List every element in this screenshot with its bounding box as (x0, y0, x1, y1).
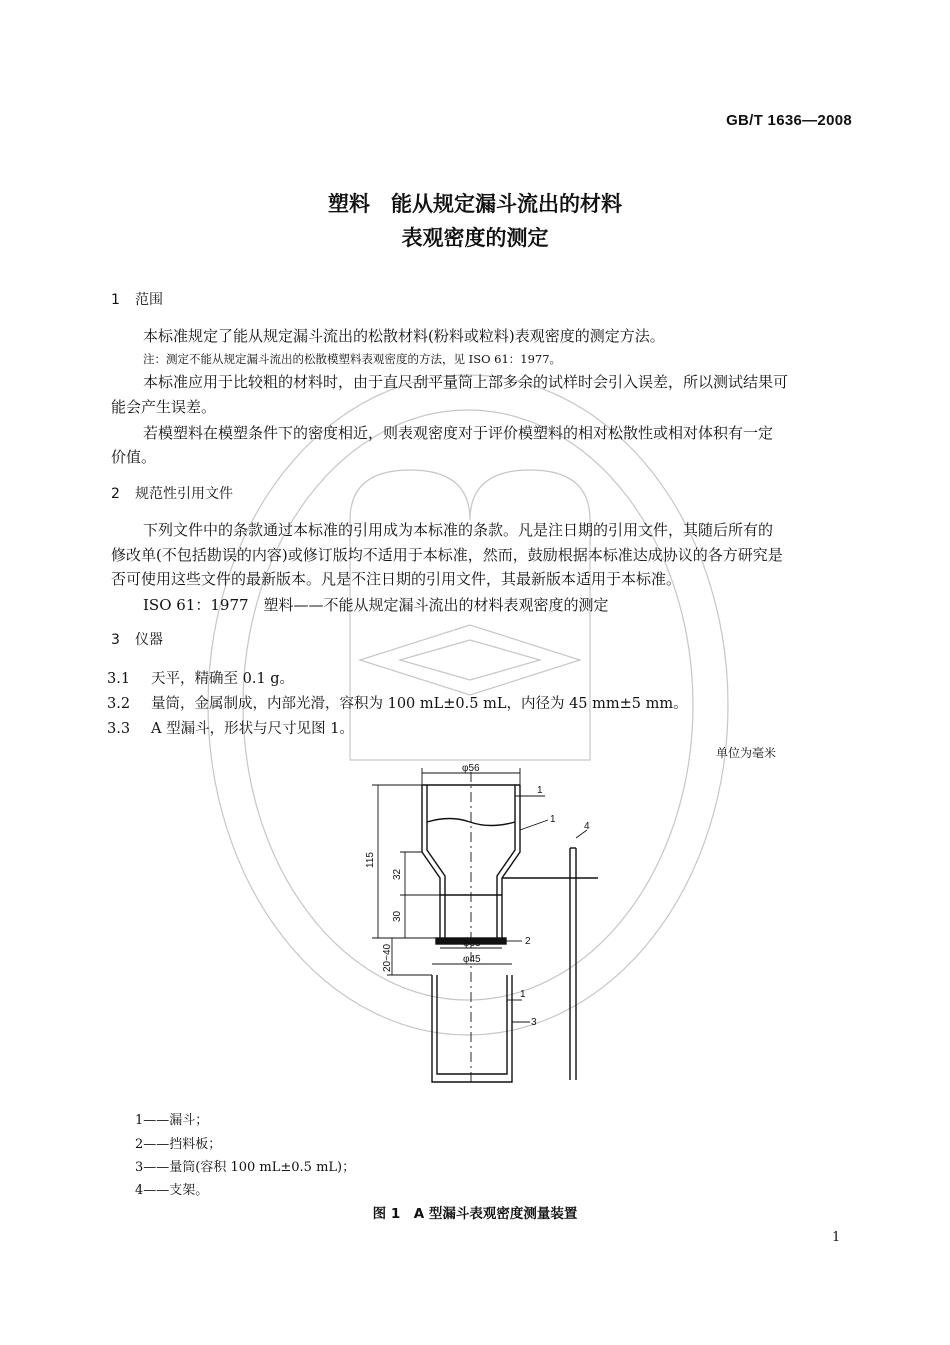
section-number: 2 (111, 486, 120, 502)
dim-cylinder-diameter: φ45 (463, 954, 481, 965)
dim-wall-top: 1 (537, 785, 543, 796)
apparatus-item (107, 667, 294, 688)
section-title: 规范性引用文件 (135, 486, 233, 502)
unit-label: 单位为毫米 (716, 746, 777, 760)
page-title-line1: 塑料 能从规定漏斗流出的材料 (328, 192, 622, 216)
scope-paragraph-3b: 价值。 (111, 448, 157, 466)
section-number: 1 (111, 292, 120, 308)
item-number: 3.2 (107, 696, 131, 712)
scope-paragraph-3a: 若模塑料在模塑条件下的密度相近，则表观密度对于评价模塑料的相对松散性或相对体积有一定 (143, 424, 774, 442)
dim-gap: 20~40 (382, 943, 393, 972)
page-title-line2: 表观密度的测定 (401, 226, 549, 250)
item-number: 3.3 (107, 721, 131, 737)
section-heading-apparatus (111, 629, 163, 649)
normative-paragraph-a: 下列文件中的条款通过本标准的引用成为本标准的条款。凡是注日期的引用文件，其随后所有的 (143, 521, 774, 539)
apparatus-item (107, 717, 354, 738)
scope-note: 注：测定不能从规定漏斗流出的松散模塑料表观密度的方法，见 ISO 61：1977。 (143, 352, 562, 366)
scope-paragraph-1: 本标准规定了能从规定漏斗流出的松散材料(粉料或粒料)表观密度的测定方法。 (143, 327, 665, 345)
dim-height-cone: 32 (392, 868, 403, 880)
legend-item: 2——挡料板； (135, 1137, 222, 1152)
figure-caption: 图 1 A 型漏斗表观密度测量装置 (372, 1206, 578, 1222)
standard-code: GB/T 1636—2008 (726, 112, 852, 129)
legend-item: 1——漏斗； (135, 1113, 209, 1128)
item-text: 量筒，金属制成，内部光滑，容积为 100 mL±0.5 mL，内径为 45 mm±5 mm。 (151, 696, 688, 712)
dim-wall-cylinder: 1 (520, 989, 526, 1000)
scope-paragraph-2b: 能会产生误差。 (111, 398, 217, 416)
apparatus-item (107, 692, 688, 713)
dim-height-outlet: 30 (392, 910, 403, 922)
page-number: 1 (832, 1230, 841, 1245)
section-heading-scope (111, 289, 163, 309)
dim-outlet-diameter: φ33 (463, 938, 481, 949)
callout-1: 1 (550, 814, 556, 825)
callout-4: 4 (584, 821, 590, 832)
callout-2: 2 (525, 936, 531, 947)
normative-reference: ISO 61：1977 塑料——不能从规定漏斗流出的材料表观密度的测定 (143, 596, 609, 614)
normative-paragraph-b: 修改单(不包括勘误的内容)或修订版均不适用于本标准，然而，鼓励根据本标准达成协议的各方研究是 (111, 546, 783, 564)
section-title: 范围 (135, 292, 163, 308)
normative-paragraph-c: 否可使用这些文件的最新版本。凡是不注日期的引用文件，其最新版本适用于本标准。 (111, 570, 682, 588)
legend-item: 4——支架。 (135, 1183, 209, 1198)
funnel-apparatus-diagram (340, 755, 620, 1095)
section-title: 仪器 (135, 632, 163, 648)
item-text: 天平，精确至 0.1 g。 (151, 671, 295, 687)
item-number: 3.1 (107, 671, 131, 687)
callout-3: 3 (531, 1017, 537, 1028)
section-number: 3 (111, 632, 120, 648)
dim-top-diameter: φ56 (462, 763, 480, 774)
scope-paragraph-2a: 本标准应用于比较粗的材料时，由于直尺刮平量筒上部多余的试样时会引入误差，所以测试结果可 (143, 373, 789, 391)
section-heading-normative (111, 483, 233, 503)
legend-item: 3——量筒(容积 100 mL±0.5 mL)； (135, 1160, 356, 1175)
item-text: A 型漏斗，形状与尺寸见图 1。 (151, 721, 354, 737)
dim-height-total: 115 (365, 852, 376, 868)
